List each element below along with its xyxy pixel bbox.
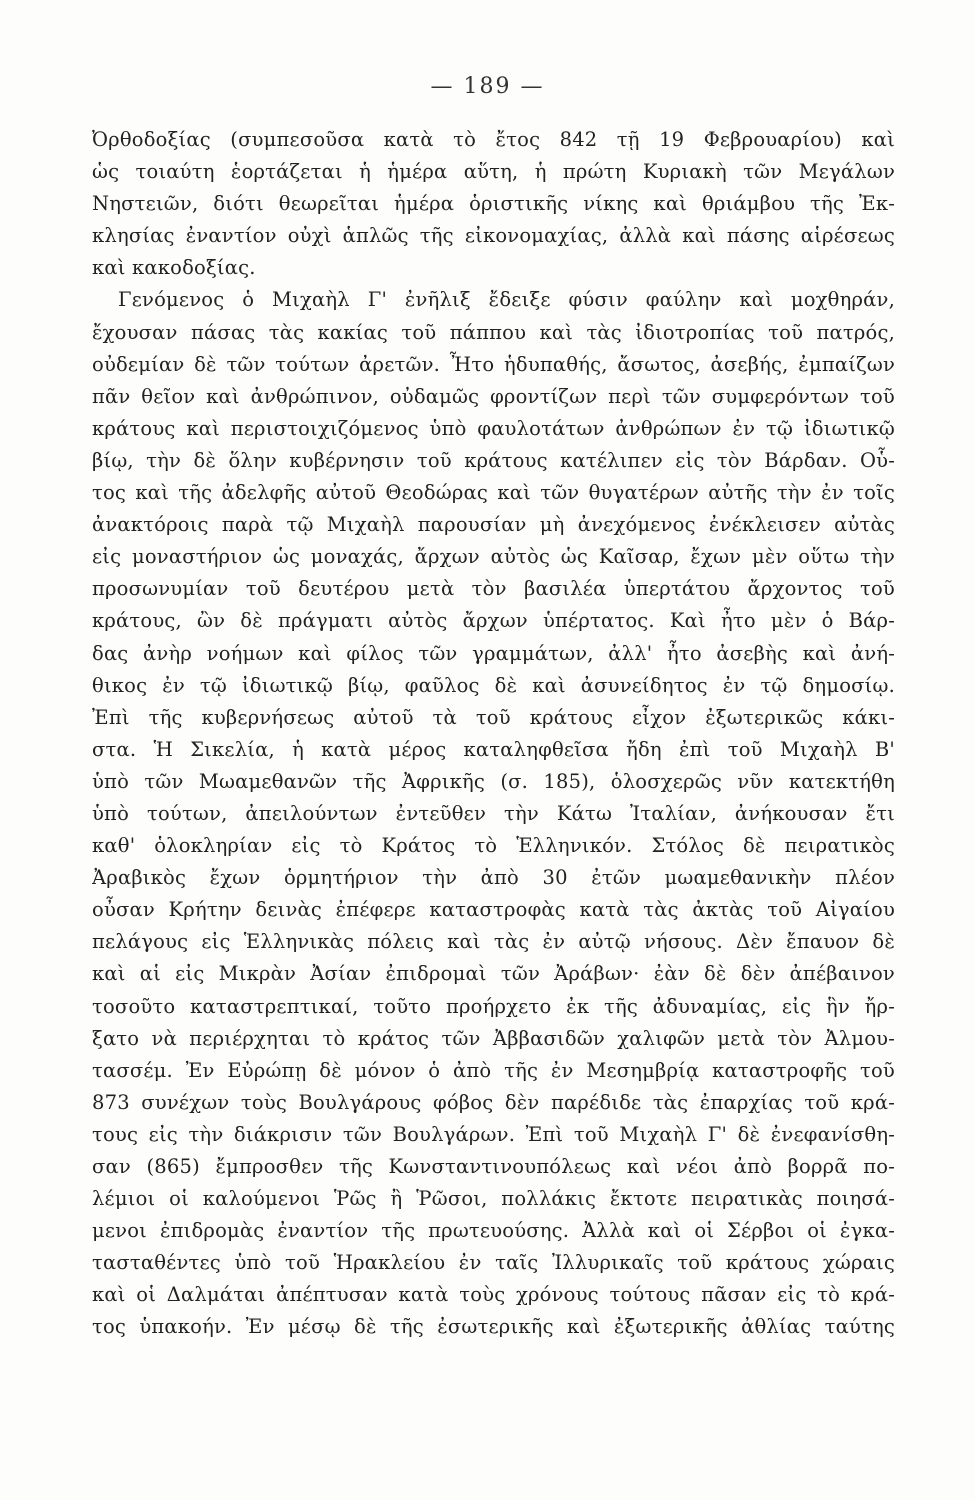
text-line: πελάγους εἰς Ἑλληνικὰς πόλεις καὶ τὰς ἐν αὐτῷ νήσους. Δὲν ἔπαυον δὲ [92,930,895,954]
text-line: Ὀρθοδοξίας (συμπεσοῦσα κατὰ τὸ ἔτος 842 τῇ 19 Φεβρουαρίου) καὶ [92,128,895,151]
text-line: Ἐπὶ τῆς κυβερνήσεως αὐτοῦ τὰ τοῦ κράτους εἶχον ἐξωτερικῶς κάκι- [92,705,895,729]
text-line: ἔχουσαν πάσας τὰς κακίας τοῦ πάππου καὶ τὰς ἰδιοτροπίας τοῦ πατρός, [92,320,895,344]
text-line: τους εἰς τὴν διάκρισιν τῶν Βουλγάρων. Ἐπὶ τοῦ Μιχαὴλ Γ' δὲ ἐνεφανίσθη- [92,1122,895,1146]
text-line: 873 συνέχων τοὺς Βουλγάρους φόβος δὲν παρέδιδε τὰς ἐπαρχίας τοῦ κρά- [92,1090,895,1114]
text-line: Νηστειῶν, διότι θεωρεῖται ἡμέρα ὁριστικῆς νίκης καὶ θριάμβου τῆς Ἐκ- [92,192,895,216]
text-line: Ἀραβικὸς ἔχων ὁρμητήριον τὴν ἀπὸ 30 ἐτῶν μωαμεθανικὴν πλέον [92,866,895,890]
text-line: κλησίας ἐναντίον οὐχὶ ἁπλῶς τῆς εἰκονομαχίας, ἀλλὰ καὶ πάσης αἱρέσεως [92,224,895,248]
text-line: οὐδεμίαν δὲ τῶν τούτων ἀρετῶν. Ἦτο ἡδυπαθής, ἄσωτος, ἀσεβής, ἐμπαίζων [92,352,895,376]
text-line: δας ἀνὴρ νοήμων καὶ φίλος τῶν γραμμάτων, ἀλλ' ἦτο ἀσεβὴς καὶ ἀνή- [92,641,895,665]
text-line: μενοι ἐπιδρομὰς ἐναντίον τῆς πρωτευούσης. Ἀλλὰ καὶ οἱ Σέρβοι οἱ ἐγκα- [92,1219,895,1243]
text-line: ξατο νὰ περιέρχηται τὸ κράτος τῶν Ἀββασιδῶν χαλιφῶν μετὰ τὸν Ἀλμου- [92,1026,895,1050]
text-line: καὶ οἱ Δαλμάται ἀπέπτυσαν κατὰ τοὺς χρόνους τούτους πᾶσαν εἰς τὸ κρά- [92,1283,895,1307]
text-line: καὶ κακοδοξίας. [92,256,256,280]
text-line: Γενόμενος ὁ Μιχαὴλ Γ' ἐνῆλιξ ἔδειξε φύσιν φαύλην καὶ μοχθηράν, [118,288,895,312]
text-line: στα. Ἡ Σικελία, ἡ κατὰ μέρος καταληφθεῖσα ἤδη ἐπὶ τοῦ Μιχαὴλ Β' [92,737,895,761]
text-line: τος ὑπακοήν. Ἐν μέσῳ δὲ τῆς ἐσωτερικῆς καὶ ἐξωτερικῆς ἀθλίας ταύτης [92,1315,895,1339]
text-line: τασταθέντες ὑπὸ τοῦ Ἡρακλείου ἐν ταῖς Ἰλλυρικαῖς τοῦ κράτους χώραις [92,1251,895,1275]
text-line: πᾶν θεῖον καὶ ἀνθρώπινον, οὐδαμῶς φροντίζων περὶ τῶν συμφερόντων τοῦ [92,384,895,408]
text-line: προσωνυμίαν τοῦ δευτέρου μετὰ τὸν βασιλέα ὑπερτάτου ἄρχοντος τοῦ [92,577,895,601]
text-line: κράτους, ὢν δὲ πράγματι αὐτὸς ἄρχων ὑπέρτατος. Καὶ ἦτο μὲν ὁ Βάρ- [92,609,895,633]
text-line: βίῳ, τὴν δὲ ὅλην κυβέρνησιν τοῦ κράτους κατέλιπεν εἰς τὸν Βάρδαν. Οὗ- [92,448,895,472]
text-line: θικος ἐν τῷ ἰδιωτικῷ βίῳ, φαῦλος δὲ καὶ ἀσυνείδητος ἐν τῷ δημοσίῳ. [92,673,895,697]
text-line: ὑπὸ τῶν Μωαμεθανῶν τῆς Ἀφρικῆς (σ. 185), ὁλοσχερῶς νῦν κατεκτήθη [92,769,895,793]
text-line: τος καὶ τῆς ἀδελφῆς αὐτοῦ Θεοδώρας καὶ τῶν θυγατέρων αὐτῆς τὴν ἐν τοῖς [92,481,895,505]
text-line: ὑπὸ τούτων, ἀπειλούντων ἐντεῦθεν τὴν Κάτω Ἰταλίαν, ἀνήκουσαν ἔτι [92,801,895,825]
body-text [92,124,895,1344]
text-line: εἰς μοναστήριον ὡς μοναχάς, ἄρχων αὐτὸς ὡς Καῖσαρ, ἔχων μὲν οὕτω τὴν [92,545,895,569]
text-line: ἀνακτόροις παρὰ τῷ Μιχαὴλ παρουσίαν μὴ ἀνεχόμενος ἐνέκλεισεν αὐτὰς [92,513,895,537]
text-line: ὡς τοιαύτη ἑορτάζεται ἡ ἡμέρα αὕτη, ἡ πρώτη Κυριακὴ τῶν Μεγάλων [92,160,895,184]
text-line: τοσοῦτο καταστρεπτικαί, τοῦτο προήρχετο ἐκ τῆς ἀδυναμίας, εἰς ἣν ἤρ- [92,994,895,1018]
text-line: σαν (865) ἔμπροσθεν τῆς Κωνσταντινουπόλεως καὶ νέοι ἀπὸ βορρᾶ πο- [92,1155,895,1178]
text-line: καθ' ὁλοκληρίαν εἰς τὸ Κράτος τὸ Ἑλληνικόν. Στόλος δὲ πειρατικὸς [92,834,895,858]
text-line: λέμιοι οἱ καλούμενοι Ῥῶς ἢ Ῥῶσοι, πολλάκις ἔκτοτε πειρατικὰς ποιησά- [92,1187,895,1211]
text-line: τασσέμ. Ἐν Εὐρώπῃ δὲ μόνον ὁ ἀπὸ τῆς ἐν Μεσημβρίᾳ καταστροφῆς τοῦ [92,1058,895,1082]
text-line: κράτους καὶ περιστοιχιζόμενος ὑπὸ φαυλοτάτων ἀνθρώπων ἐν τῷ ἰδιωτικῷ [92,416,895,440]
page-number: — 189 — [430,74,545,99]
text-line: καὶ αἱ εἰς Μικρὰν Ἀσίαν ἐπιδρομαὶ τῶν Ἀράβων· ἐὰν δὲ δὲν ἀπέβαινον [92,962,895,986]
text-line: οὖσαν Κρήτην δεινὰς ἐπέφερε καταστροφὰς κατὰ τὰς ἀκτὰς τοῦ Αἰγαίου [92,898,895,922]
